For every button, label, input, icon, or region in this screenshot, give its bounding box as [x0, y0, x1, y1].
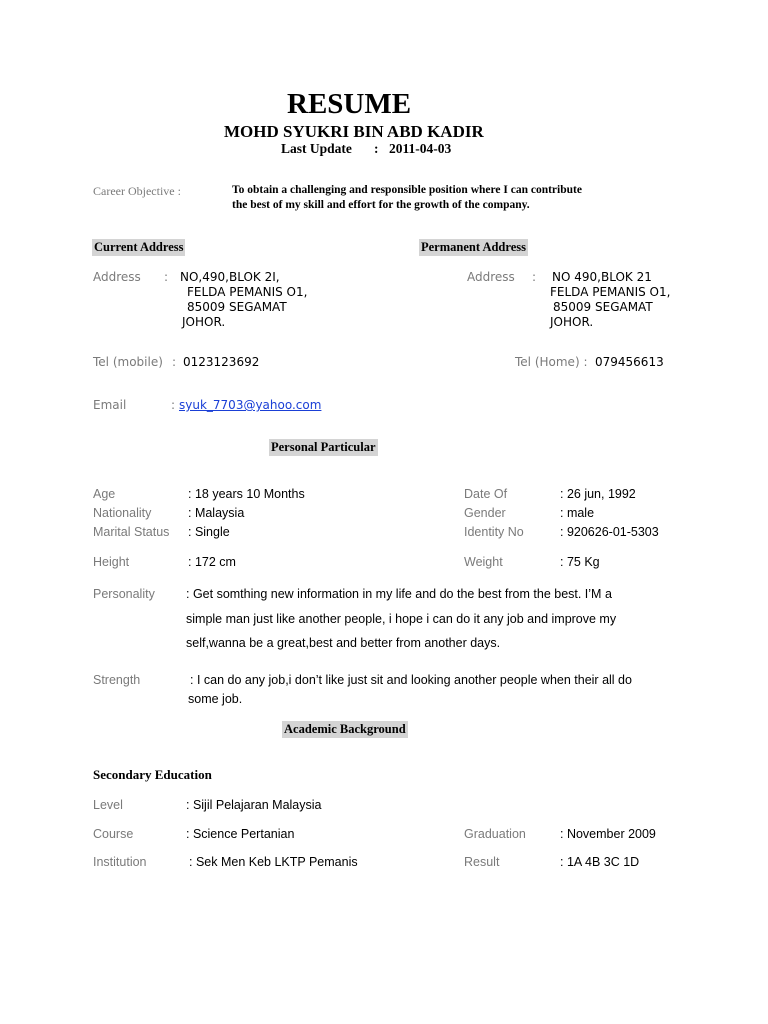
last-update-label: Last Update — [281, 141, 352, 156]
current-address-label: Address — [93, 270, 141, 284]
personal-particular-heading: Personal Particular — [271, 440, 376, 454]
course-value: : Science Pertanian — [186, 827, 295, 841]
height-label: Height — [93, 555, 130, 569]
current-address-line: JOHOR. — [182, 315, 226, 329]
gender-value: : male — [560, 506, 595, 520]
permanent-address-line: FELDA PEMANIS O1, — [550, 285, 671, 299]
marital-status-label: Marital Status — [93, 525, 170, 539]
email-sep: : — [171, 398, 176, 412]
last-update-value: 2011-04-03 — [389, 141, 452, 156]
current-address-line: FELDA PEMANIS O1, — [187, 285, 308, 299]
permanent-address-line: 85009 SEGAMAT — [553, 300, 653, 314]
strength-line-1: : I can do any job,i don’t like just sit and looking another people when their all do — [190, 673, 632, 687]
personality-line-3: self,wanna be a great,best and better from another days. — [186, 636, 501, 650]
permanent-address-sep: : — [532, 270, 537, 284]
level-value: : Sijil Pelajaran Malaysia — [186, 798, 322, 812]
permanent-address-label: Address — [467, 270, 515, 284]
date-of-birth-value: : 26 jun, 1992 — [560, 487, 636, 501]
date-of-birth-label: Date Of — [464, 487, 508, 501]
result-value: : 1A 4B 3C 1D — [560, 855, 640, 869]
candidate-name: MOHD SYUKRI BIN ABD KADIR — [224, 122, 484, 141]
tel-mobile-value: 0123123692 — [183, 355, 260, 369]
current-address-heading: Current Address — [94, 240, 184, 254]
tel-home-label: Tel (Home) : — [515, 355, 588, 369]
personality-line-2: simple man just like another people, i hope i can do it any job and improve my — [186, 612, 617, 626]
academic-background-heading: Academic Background — [284, 722, 406, 736]
current-address-line: 85009 SEGAMAT — [187, 300, 287, 314]
weight-value: : 75 Kg — [560, 555, 600, 569]
personality-line-1: : Get somthing new information in my life and do the best from the best. I’M a — [186, 587, 612, 601]
tel-mobile-label: Tel (mobile) — [93, 355, 163, 369]
permanent-address-line: NO 490,BLOK 21 — [552, 270, 652, 284]
resume-title: RESUME — [287, 88, 412, 120]
nationality-value: : Malaysia — [188, 506, 245, 520]
weight-label: Weight — [464, 555, 503, 569]
identity-no-value: : 920626-01-5303 — [560, 525, 659, 539]
current-address-sep: : — [164, 270, 169, 284]
marital-status-value: : Single — [188, 525, 230, 539]
email-label: Email — [93, 398, 127, 412]
last-update-sep: : — [374, 141, 379, 156]
strength-label: Strength — [93, 673, 141, 687]
graduation-label: Graduation — [464, 827, 526, 841]
strength-line-2: some job. — [188, 692, 243, 706]
level-label: Level — [93, 798, 123, 812]
personality-label: Personality — [93, 587, 155, 601]
institution-value: : Sek Men Keb LKTP Pemanis — [189, 855, 358, 869]
tel-home-value: 079456613 — [595, 355, 664, 369]
height-value: : 172 cm — [188, 555, 236, 569]
age-label: Age — [93, 487, 116, 501]
institution-label: Institution — [93, 855, 147, 869]
result-label: Result — [464, 855, 500, 869]
permanent-address-line: JOHOR. — [550, 315, 594, 329]
career-objective-line-2: the best of my skill and effort for the growth of the company. — [232, 199, 530, 211]
career-objective-label: Career Objective : — [93, 184, 181, 198]
identity-no-label: Identity No — [464, 525, 524, 539]
current-address-line: NO,490,BLOK 2I, — [180, 270, 280, 284]
course-label: Course — [93, 827, 134, 841]
tel-mobile-sep: : — [172, 355, 177, 369]
nationality-label: Nationality — [93, 506, 152, 520]
secondary-education-heading: Secondary Education — [93, 767, 212, 782]
email-link[interactable]: syuk_7703@yahoo.com — [179, 398, 322, 412]
career-objective-line-1: To obtain a challenging and responsible position where I can contribute — [232, 184, 582, 196]
graduation-value: : November 2009 — [560, 827, 656, 841]
permanent-address-heading: Permanent Address — [421, 240, 526, 254]
gender-label: Gender — [464, 506, 506, 520]
age-value: : 18 years 10 Months — [188, 487, 305, 501]
